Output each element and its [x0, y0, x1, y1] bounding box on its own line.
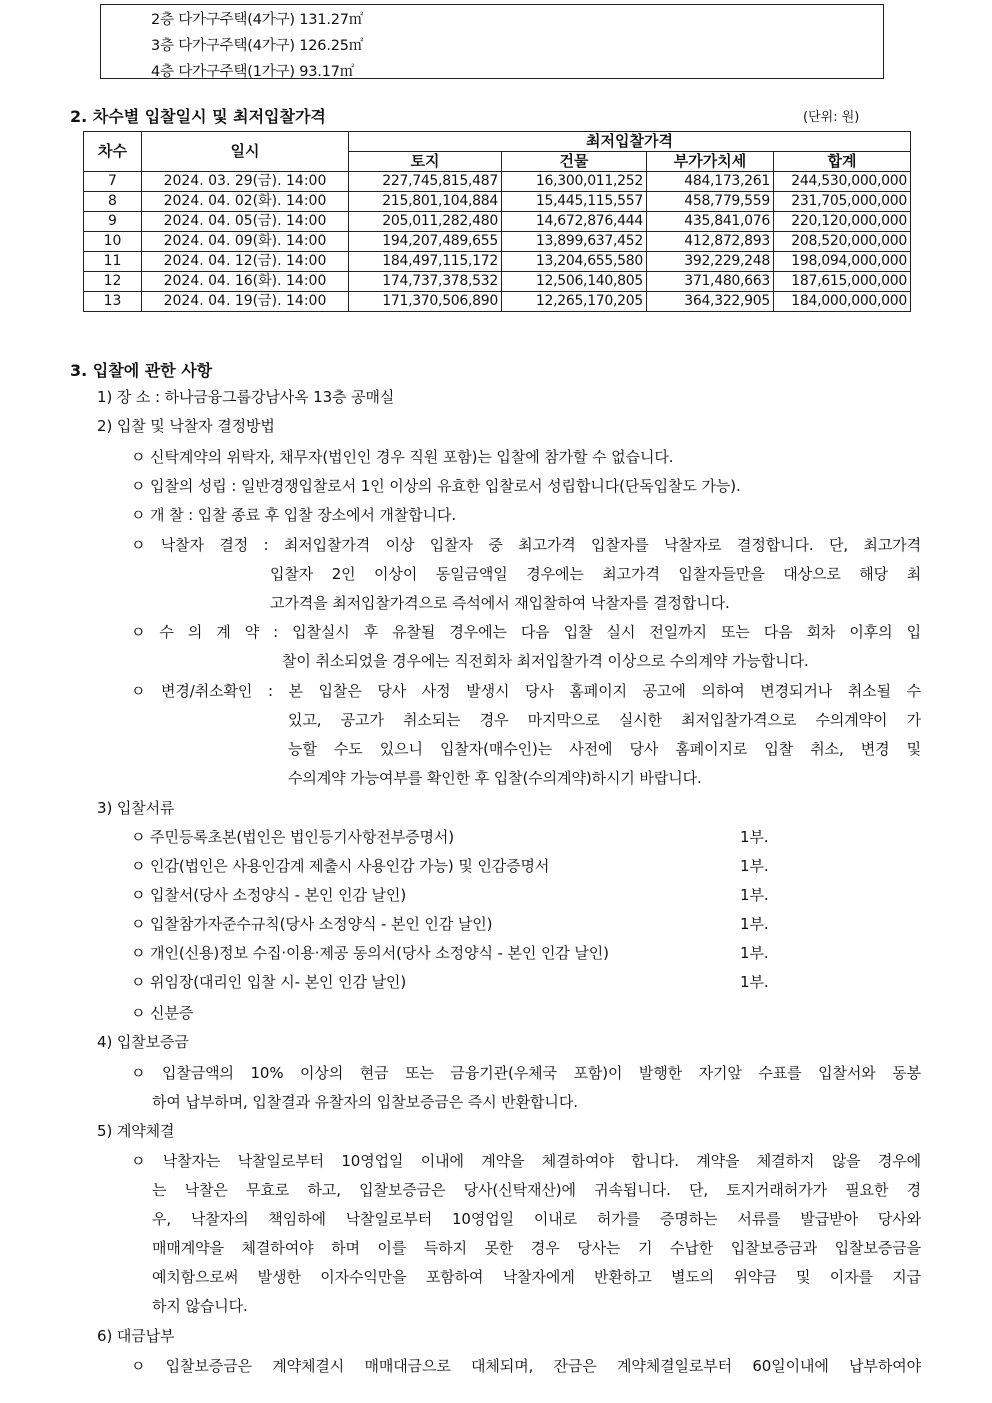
cell-building: 12,265,170,205: [502, 292, 647, 312]
change-cancel-line: 수의계약 가능여부를 확인한 후 입찰(수의계약)하시기 바랍니다.: [288, 769, 702, 787]
cell-land: 174,737,378,532: [349, 272, 502, 292]
document-item: ㅇ 위임장(대리인 입찰 시- 본인 인감 날인): [131, 973, 407, 991]
method-heading: 2) 입찰 및 낙찰자 결정방법: [97, 417, 275, 435]
cell-building: 14,672,876,444: [502, 212, 647, 232]
cell-land: 171,370,506,890: [349, 292, 502, 312]
table-row: [84, 272, 911, 292]
floor-info-box: [100, 4, 884, 79]
table-row: [84, 172, 911, 192]
cell-date: 2024. 04. 19(금). 14:00: [142, 292, 349, 312]
table-row: [84, 192, 911, 212]
private-contract-line: 찰이 취소되었을 경우에는 직전회차 최저입찰가격 이상으로 수의계약 가능합니다.: [282, 652, 809, 670]
contract-line: 예치함으로써 발생한 이자수익만을 포함하여 낙찰자에게 반환하고 별도의 위약금 및 이자를 지급: [152, 1268, 921, 1286]
cell-total: 184,000,000,000: [774, 292, 911, 312]
table-row: [84, 212, 911, 232]
cell-vat: 371,480,663: [647, 272, 774, 292]
cell-vat: 364,322,905: [647, 292, 774, 312]
cell-round: 10: [84, 232, 142, 252]
floor-line: 3층 다가구주택(4가구) 126.25㎡: [151, 38, 364, 54]
documents-heading: 3) 입찰서류: [97, 799, 175, 817]
cell-building: 12,506,140,805: [502, 272, 647, 292]
contract-line: ㅇ 낙찰자는 낙찰일로부터 10영업일 이내에 계약을 체결하여야 합니다. 계약을 체결하지 않을 경우에: [131, 1152, 921, 1170]
cell-total: 187,615,000,000: [774, 272, 911, 292]
cell-vat: 392,229,248: [647, 252, 774, 272]
table-row: [84, 252, 911, 272]
cell-total: 231,705,000,000: [774, 192, 911, 212]
header-total: 합계: [774, 152, 911, 172]
contract-line: 하지 않습니다.: [152, 1297, 248, 1315]
cell-total: 244,530,000,000: [774, 172, 911, 192]
cell-land: 227,745,815,487: [349, 172, 502, 192]
header-date: 일시: [142, 132, 349, 172]
bid-schedule-table: [83, 131, 911, 312]
cell-building: 13,899,637,452: [502, 232, 647, 252]
document-item: ㅇ 입찰서(당사 소정양식 - 본인 인감 날인): [131, 886, 407, 904]
cell-total: 208,520,000,000: [774, 232, 911, 252]
table-row: [84, 292, 911, 312]
list-item: ㅇ 입찰의 성립 : 일반경쟁입찰로서 1인 이상의 유효한 입찰로서 성립합니다(단독입찰도 가능).: [131, 477, 741, 495]
contract-heading: 5) 계약체결: [97, 1122, 175, 1140]
cell-vat: 458,779,559: [647, 192, 774, 212]
cell-land: 205,011,282,480: [349, 212, 502, 232]
contract-line: 우, 낙찰자의 책임하에 낙찰일로부터 10영업일 이내로 허가를 증명하는 서류를 발급받아 당사와: [152, 1210, 921, 1228]
header-land: 토지: [349, 152, 502, 172]
winner-decision-line: 고가격을 최저입찰가격으로 즉석에서 재입찰하여 낙찰자를 결정합니다.: [270, 594, 730, 612]
cell-land: 194,207,489,655: [349, 232, 502, 252]
cell-land: 184,497,115,172: [349, 252, 502, 272]
document-quantity: 1부.: [740, 857, 769, 875]
document-item: ㅇ 신분증: [131, 1004, 194, 1022]
cell-building: 13,204,655,580: [502, 252, 647, 272]
document-quantity: 1부.: [740, 944, 769, 962]
list-item: ㅇ 신탁계약의 위탁자, 채무자(법인인 경우 직원 포함)는 입찰에 참가할 수 없습니다.: [131, 448, 674, 466]
cell-round: 11: [84, 252, 142, 272]
deposit-line: 하여 납부하며, 입찰결과 유찰자의 입찰보증금은 즉시 반환합니다.: [152, 1093, 578, 1111]
cell-building: 16,300,011,252: [502, 172, 647, 192]
cell-date: 2024. 03. 29(금). 14:00: [142, 172, 349, 192]
cell-date: 2024. 04. 12(금). 14:00: [142, 252, 349, 272]
document-item: ㅇ 인감(법인은 사용인감계 제출시 사용인감 가능) 및 인감증명서: [131, 857, 550, 875]
cell-date: 2024. 04. 09(화). 14:00: [142, 232, 349, 252]
table-row: [84, 232, 911, 252]
payment-heading: 6) 대금납부: [97, 1327, 175, 1345]
cell-vat: 412,872,893: [647, 232, 774, 252]
winner-decision-line: ㅇ 낙찰자 결정 : 최저입찰가격 이상 입찰자 중 최고가격 입찰자를 낙찰자로 결정합니다. 단, 최고가격: [131, 536, 921, 554]
floor-line: 2층 다가구주택(4가구) 131.27㎡: [151, 12, 364, 28]
cell-round: 12: [84, 272, 142, 292]
contract-line: 매매계약을 체결하여야 하며 이를 득하지 못한 경우 당사는 기 수납한 입찰보증금과 입찰보증금을: [152, 1239, 921, 1257]
header-building: 건물: [502, 152, 647, 172]
place-line: 1) 장 소 : 하나금융그룹강남사옥 13층 공매실: [97, 388, 395, 406]
deposit-heading: 4) 입찰보증금: [97, 1033, 189, 1051]
floor-line: 4층 다가구주택(1가구) 93.17㎡: [151, 64, 355, 80]
cell-land: 215,801,104,884: [349, 192, 502, 212]
document-item: ㅇ 입찰참가자준수규칙(당사 소정양식 - 본인 인감 날인): [131, 915, 493, 933]
list-item: ㅇ 개 찰 : 입찰 종료 후 입찰 장소에서 개찰합니다.: [131, 506, 457, 524]
document-quantity: 1부.: [740, 915, 769, 933]
header-round: 차수: [84, 132, 142, 172]
document-quantity: 1부.: [740, 973, 769, 991]
document-quantity: 1부.: [740, 828, 769, 846]
cell-vat: 435,841,076: [647, 212, 774, 232]
change-cancel-line: 능할 수도 있으니 입찰자(매수인)는 사전에 당사 홈페이지로 입찰 취소, 변경 및: [288, 740, 921, 758]
cell-round: 13: [84, 292, 142, 312]
cell-date: 2024. 04. 05(금). 14:00: [142, 212, 349, 232]
cell-date: 2024. 04. 16(화). 14:00: [142, 272, 349, 292]
cell-building: 15,445,115,557: [502, 192, 647, 212]
cell-total: 220,120,000,000: [774, 212, 911, 232]
deposit-line: ㅇ 입찰금액의 10% 이상의 현금 또는 금융기관(우체국 포함)이 발행한 자기앞 수표를 입찰서와 동봉: [131, 1064, 921, 1082]
header-vat: 부가가치세: [647, 152, 774, 172]
cell-total: 198,094,000,000: [774, 252, 911, 272]
section-3-title: 3. 입찰에 관한 사항: [70, 361, 213, 380]
private-contract-line: ㅇ 수 의 계 약 : 입찰실시 후 유찰될 경우에는 다음 입찰 실시 전일까지 또는 다음 회차 이후의 입: [131, 623, 921, 641]
change-cancel-line: ㅇ 변경/취소확인 : 본 입찰은 당사 사정 발생시 당사 홈페이지 공고에 의하여 변경되거나 취소될 수: [131, 682, 921, 700]
cell-round: 8: [84, 192, 142, 212]
document-quantity: 1부.: [740, 886, 769, 904]
section-2-title: 2. 차수별 입찰일시 및 최저입찰가격: [70, 107, 326, 126]
contract-line: 는 낙찰은 무효로 하고, 입찰보증금은 당사(신탁재산)에 귀속됩니다. 단, 토지거래허가가 필요한 경: [152, 1181, 921, 1199]
cell-round: 7: [84, 172, 142, 192]
cell-round: 9: [84, 212, 142, 232]
unit-label: (단위: 원): [803, 110, 860, 125]
change-cancel-line: 있고, 공고가 취소되는 경우 마지막으로 실시한 최저입찰가격으로 수의계약이 가: [288, 711, 921, 729]
header-min-price: 최저입찰가격: [349, 132, 911, 152]
document-item: ㅇ 개인(신용)정보 수집·이용·제공 동의서(당사 소정양식 - 본인 인감 날인): [131, 944, 609, 962]
cell-date: 2024. 04. 02(화). 14:00: [142, 192, 349, 212]
document-item: ㅇ 주민등록초본(법인은 법인등기사항전부증명서): [131, 828, 455, 846]
winner-decision-line: 입찰자 2인 이상이 동일금액일 경우에는 최고가격 입찰자들만을 대상으로 해당 최: [270, 565, 921, 583]
payment-line: ㅇ 입찰보증금은 계약체결시 매매대금으로 대체되며, 잔금은 계약체결일로부터 60일이내에 납부하여야: [131, 1357, 921, 1375]
cell-vat: 484,173,261: [647, 172, 774, 192]
